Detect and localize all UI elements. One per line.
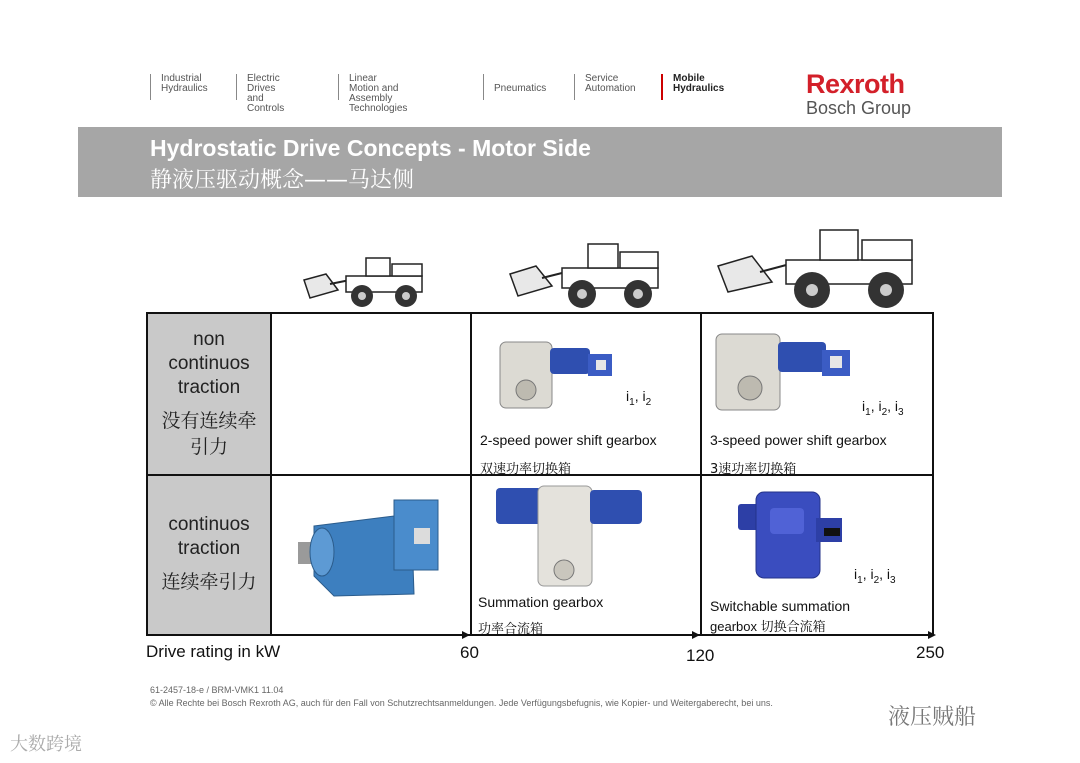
- copyright-notice: © Alle Rechte bei Bosch Rexroth AG, auch für den Fall von Schutzrechtsanmeldungen. Jede Verfügungsbefugnis, wie Kopier- und Weitergaberecht, bei uns.: [150, 698, 773, 708]
- ratio-label: $i_1$, $i_2$, $i_3$: [854, 566, 896, 586]
- row-label-non-continuous: non continuos traction: [168, 329, 250, 398]
- switchable-summation-gearbox-image: [732, 484, 852, 588]
- brand-sub: Bosch Group: [806, 98, 912, 118]
- drive-concept-table: [146, 312, 934, 636]
- row-label-non-continuous-cn: 没有连续牵 引力: [161, 410, 257, 458]
- ratio-label: $i_1$, $i_2$: [626, 388, 652, 408]
- slide: [78, 40, 1002, 730]
- three-speed-gearbox-image: [710, 324, 860, 420]
- ratio-label: $i_1$, $i_2$, $i_3$: [862, 398, 904, 418]
- small-wheel-loader-illustration: [300, 254, 432, 310]
- three-speed-gearbox-label: 3-speed power shift gearbox: [710, 432, 887, 448]
- summation-gearbox-label-cn: 功率合流箱: [478, 622, 544, 637]
- medium-wheel-loader-illustration: [506, 240, 668, 310]
- three-speed-gearbox-label-cn: 3速功率切换箱: [710, 462, 797, 477]
- axis-label: Drive rating in kW: [146, 642, 281, 661]
- watermark-right: 液压贼船: [888, 705, 977, 730]
- page-title-cn: 静液压驱动概念——马达侧: [150, 168, 415, 193]
- two-speed-gearbox-label-cn: 双速功率切换箱: [480, 462, 572, 477]
- axis-tick: 60: [460, 643, 479, 662]
- switchable-summation-label: Switchable summation: [710, 598, 851, 614]
- drive-rating-axis: [146, 630, 938, 640]
- row-label-continuous-cn: 连续牵引力: [161, 571, 257, 593]
- watermark-left: 大数跨境: [10, 734, 82, 755]
- large-wheel-loader-illustration: [716, 226, 924, 310]
- axis-tick: 120: [686, 646, 715, 665]
- brand-name: Rexroth: [806, 69, 905, 99]
- two-speed-gearbox-label: 2-speed power shift gearbox: [480, 432, 657, 448]
- row-header-continuous: [148, 475, 270, 634]
- nav-item-service-automation[interactable]: Service Automation: [574, 74, 636, 100]
- switchable-summation-label-2: gearbox 切换合流箱: [710, 619, 826, 634]
- summation-gearbox-image: [494, 482, 646, 594]
- document-code: 61-2457-18-e / BRM-VMK1 11.04: [150, 685, 284, 695]
- nav-item-linear-motion[interactable]: Linear Motion and Assembly Technologies: [338, 74, 407, 100]
- nav-item-mobile-hydraulics[interactable]: Mobile Hydraulics: [661, 74, 724, 100]
- nav-item-electric-drives[interactable]: Electric Drives and Controls: [236, 74, 284, 100]
- two-speed-gearbox-image: [492, 328, 622, 418]
- page-title: Hydrostatic Drive Concepts - Motor Side: [150, 135, 591, 161]
- row-label-continuous: continuos traction: [168, 514, 250, 559]
- title-band: [78, 127, 1002, 197]
- brand-logo: [806, 70, 930, 118]
- hydraulic-motor-image: [294, 486, 446, 616]
- summation-gearbox-label: Summation gearbox: [478, 594, 604, 610]
- nav-item-industrial-hydraulics[interactable]: Industrial Hydraulics: [150, 74, 208, 100]
- row-header-non-continuous: [148, 314, 270, 475]
- nav-item-pneumatics[interactable]: Pneumatics: [483, 74, 546, 100]
- axis-tick: 250: [916, 643, 945, 662]
